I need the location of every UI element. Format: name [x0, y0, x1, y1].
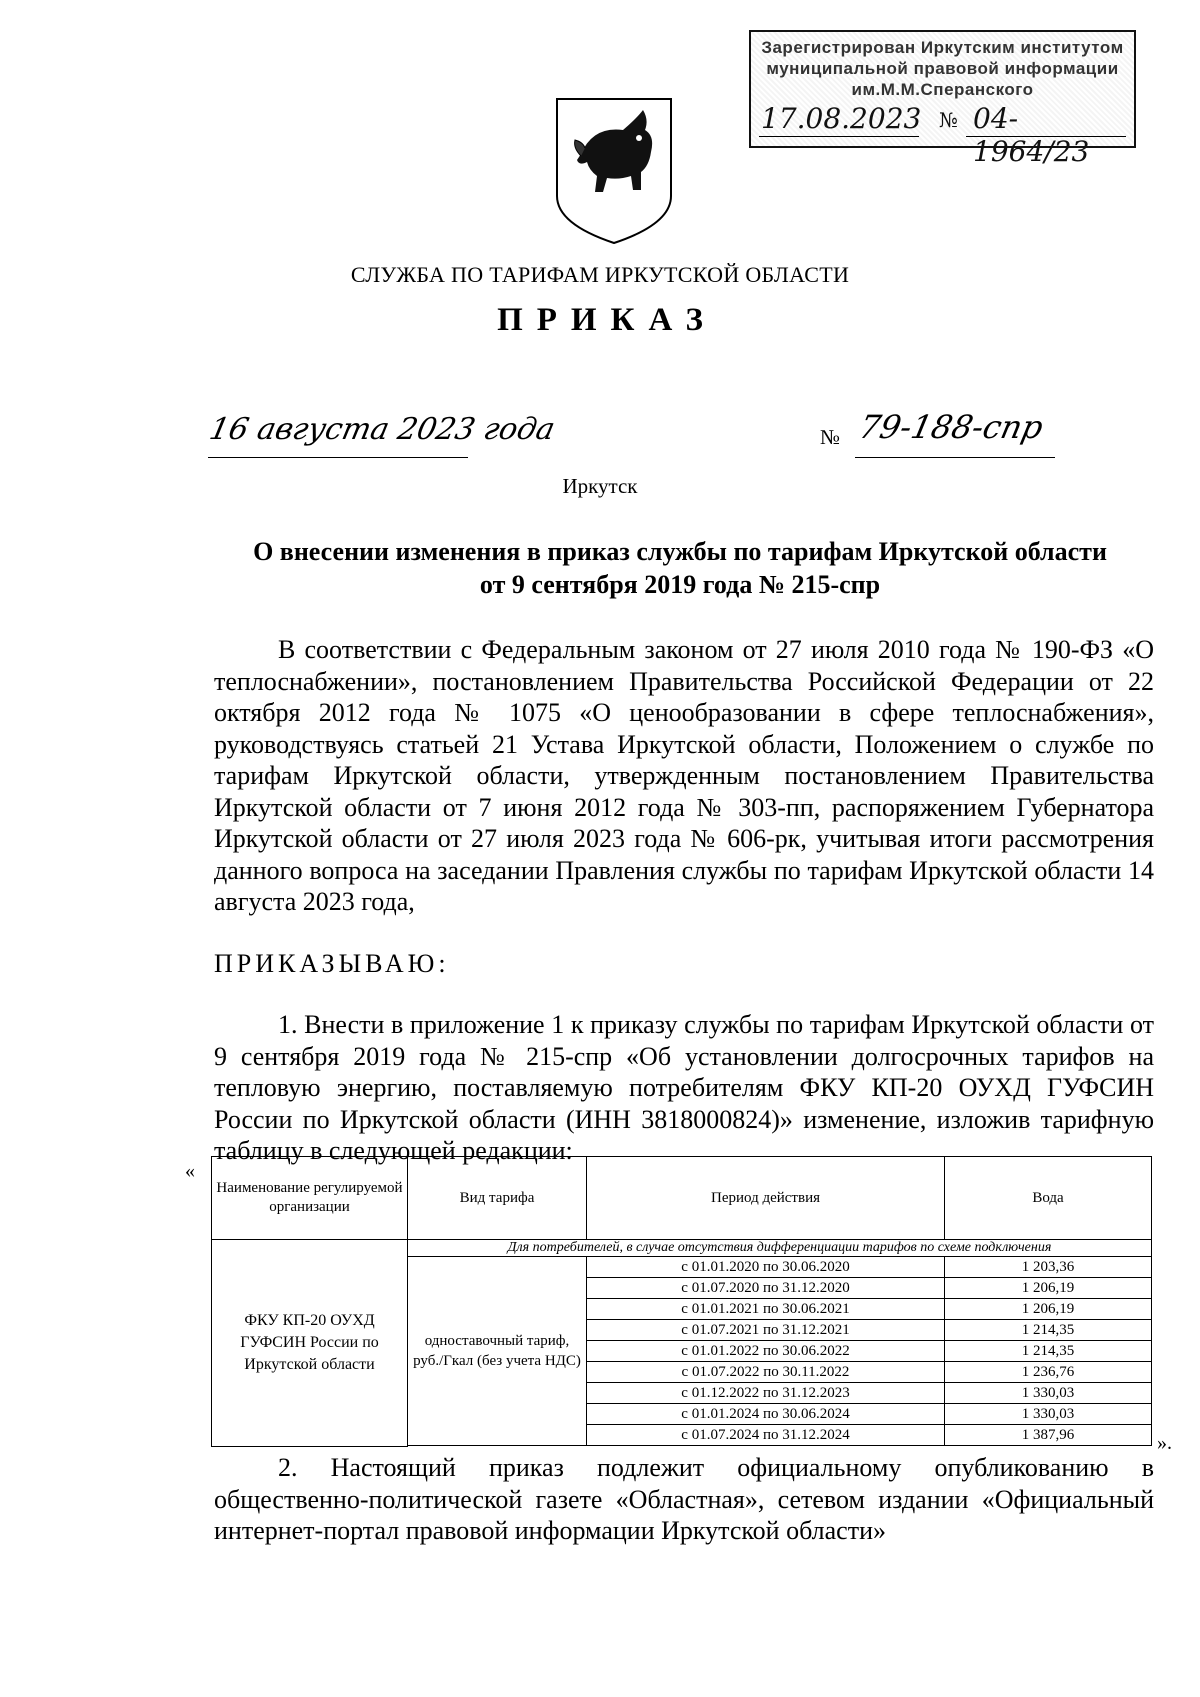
header-organization: Наименование регулируемой организации — [212, 1157, 408, 1240]
period-cell: с 01.01.2020 по 30.06.2020 — [587, 1257, 945, 1278]
order-number-sign: № — [820, 425, 841, 449]
quote-open: « — [185, 1160, 195, 1182]
city-name: Иркутск — [562, 474, 638, 498]
stamp-number-underline — [966, 136, 1126, 137]
subject-line-1: О внесении изменения в приказ службы по тарифам Иркутской области — [253, 537, 1107, 566]
item-1-paragraph — [214, 1009, 1154, 1167]
quote-close: ». — [1157, 1432, 1172, 1454]
item-2-paragraph — [214, 1452, 1154, 1547]
table-subheader-row — [212, 1240, 1152, 1257]
document-type-title: ПРИКАЗ — [497, 302, 717, 338]
order-number-underline — [855, 457, 1055, 458]
period-cell: с 01.07.2020 по 31.12.2020 — [587, 1278, 945, 1299]
header-tariff-kind: Вид тарифа — [408, 1157, 587, 1240]
period-cell: с 01.01.2024 по 30.06.2024 — [587, 1404, 945, 1425]
value-cell: 1 236,76 — [945, 1362, 1152, 1383]
tariff-kind-cell: одноставочный тариф, руб./Гкал (без учета НДС) — [408, 1257, 587, 1446]
header-period: Период действия — [587, 1157, 945, 1240]
order-date: 16 августа 2023 года — [206, 412, 559, 447]
stamp-date-underline — [759, 136, 919, 137]
value-cell: 1 387,96 — [945, 1425, 1152, 1446]
value-cell: 1 330,03 — [945, 1404, 1152, 1425]
organization-cell: ФКУ КП-20 ОУХД ГУФСИН России по Иркутской области — [212, 1240, 408, 1447]
order-number: 79-188-спр — [855, 408, 1047, 446]
item-1-text: 1. Внести в приложение 1 к приказу службы по тарифам Иркутской области от 9 сентября 2019 года № 215-спр «Об установлении долгосрочных тарифов на тепловую энергию, поставляемую потребителям ФКУ КП-20 ОУХД ГУФСИН России по Иркутской области (ИНН 3818000824)» изменение, изложив тарифную таблицу в следующей редакции: — [214, 1010, 1154, 1165]
order-date-underline — [208, 457, 468, 458]
stamp-number: 04-1964/23 — [973, 102, 1090, 168]
period-cell: с 01.01.2021 по 30.06.2021 — [587, 1299, 945, 1320]
period-cell: с 01.07.2022 по 30.11.2022 — [587, 1362, 945, 1383]
period-cell: с 01.01.2022 по 30.06.2022 — [587, 1341, 945, 1362]
value-cell: 1 203,36 — [945, 1257, 1152, 1278]
document-subject — [200, 535, 1160, 601]
agency-name: СЛУЖБА ПО ТАРИФАМ ИРКУТСКОЙ ОБЛАСТИ — [350, 262, 850, 287]
period-cell: с 01.12.2022 по 31.12.2023 — [587, 1383, 945, 1404]
period-cell: с 01.07.2021 по 31.12.2021 — [587, 1320, 945, 1341]
period-cell: с 01.07.2024 по 31.12.2024 — [587, 1425, 945, 1446]
item-2-text: 2. Настоящий приказ подлежит официальному опубликованию в общественно-политической газете «Областная», сетевом издании «Официальный интернет-портал правовой информации Иркутской области» — [214, 1453, 1154, 1545]
stamp-line-1: Зарегистрирован Иркутским институтом — [761, 38, 1124, 57]
stamp-number-sign: № — [939, 108, 958, 132]
coat-of-arms-icon — [553, 96, 675, 246]
stamp-line-3: им.М.М.Сперанского — [851, 80, 1034, 99]
tariff-table — [211, 1156, 1152, 1447]
preamble-paragraph — [214, 634, 1154, 918]
header-water: Вода — [945, 1157, 1152, 1240]
stamp-line-2: муниципальной правовой информации — [766, 59, 1119, 78]
preamble-text: В соответствии с Федеральным законом от 27 июля 2010 года № 190-ФЗ «О теплоснабжении», постановлением Правительства Российской Федерации от 22 октября 2012 года № 1075 «О ценообразовании в сфере теплоснабжения», руководствуясь статьей 21 Устава Иркутской области, Положением о службе по тарифам Иркутской области, утвержденным постановлением Правительства Иркутской области от 7 июня 2012 года № 303-пп, распоряжением Губернатора Иркутской области от 27 июля 2023 года № 606-рк, учитывая итоги рассмотрения данного вопроса на заседании Правления службы по тарифам Иркутской области 14 августа 2023 года, — [214, 635, 1154, 916]
table-header-row — [212, 1157, 1152, 1240]
value-cell: 1 214,35 — [945, 1341, 1152, 1362]
value-cell: 1 330,03 — [945, 1383, 1152, 1404]
value-cell: 1 214,35 — [945, 1320, 1152, 1341]
value-cell: 1 206,19 — [945, 1278, 1152, 1299]
registration-stamp — [749, 30, 1136, 168]
value-cell: 1 206,19 — [945, 1299, 1152, 1320]
order-word: ПРИКАЗЫВАЮ: — [214, 949, 450, 978]
stamp-date: 17.08.2023 — [761, 102, 922, 135]
consumer-subheader: Для потребителей, в случае отсутствия дифференциации тарифов по схеме подключения — [408, 1240, 1152, 1257]
subject-line-2: от 9 сентября 2019 года № 215-спр — [479, 570, 881, 599]
